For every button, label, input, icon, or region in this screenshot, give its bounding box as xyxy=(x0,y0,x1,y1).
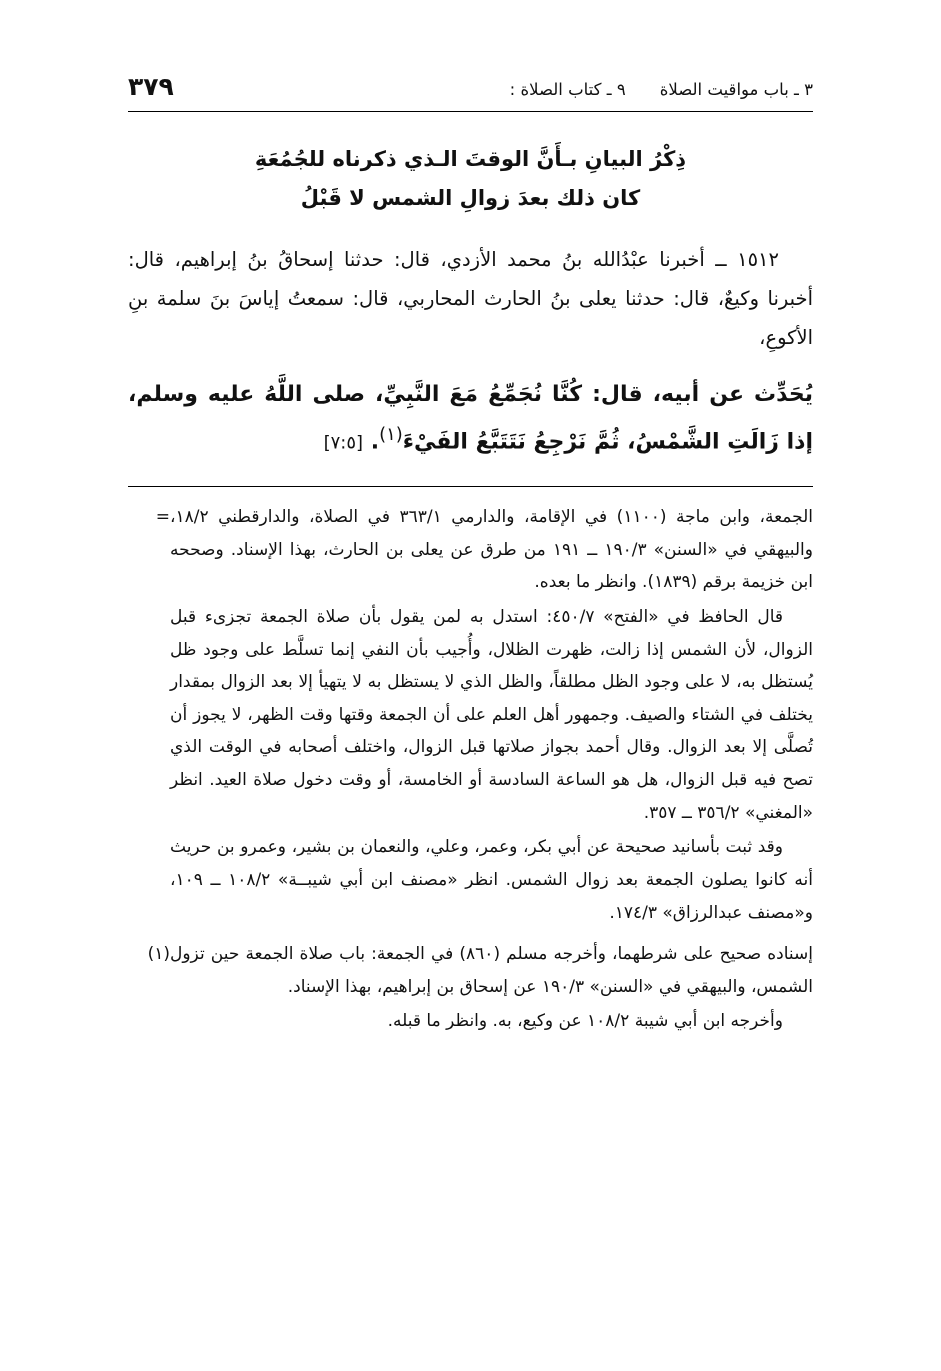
page-header xyxy=(128,72,813,101)
section-title xyxy=(128,140,813,218)
footnote-marker: (١) xyxy=(147,944,170,965)
hadith-reference: [٧:٥] xyxy=(323,432,364,454)
footnote-paragraph: وأخرجه ابن أبي شيبة ١٠٨/٢ عن وكيع، به. وانظر ما قبله. xyxy=(387,1011,783,1032)
footnote-marker: = xyxy=(155,507,170,528)
section-title-line-2: كان ذلك بعدَ زوالِ الشمس لا قَبْلُ xyxy=(300,185,641,210)
running-head xyxy=(510,80,813,99)
matn-punctuation: . xyxy=(370,429,380,455)
hadith-matn xyxy=(128,373,813,464)
section-title-line-1: ذِكْرُ البيانِ بـأَنَّ الوقتَ الـذي ذكرناه للجُمُعَةِ xyxy=(254,147,687,171)
footnote-paragraph: إسناده صحيح على شرطهما، وأخرجه مسلم (٨٦٠) في الجمعة: باب صلاة الجمعة حين تزول الشمس، والبيهقي في «السنن» ١٩٠/٣ عن إسحاق بن إبراهيم، بهذا الإسناد. xyxy=(170,944,813,997)
footnote-1 xyxy=(128,938,813,1038)
hadith-isnad: ١٥١٢ ــ أخبرنا عبْدُالله بنُ محمد الأزدي، قال: حدثنا إسحاقُ بنُ إبراهيم، قال: أخبرنا وكيعٌ، قال: حدثنا يعلى بنُ الحارث المحاربي، قال: سمعتُ إياسَ بنَ سلمة بنِ الأكوعِ، xyxy=(128,247,813,349)
footnote-continued xyxy=(128,501,813,929)
footnote-divider xyxy=(128,486,813,487)
footnote-text xyxy=(170,501,813,929)
page-number: ٣٧٩ xyxy=(128,72,174,101)
header-divider xyxy=(128,111,813,112)
running-head-chapter: ٣ ـ باب مواقيت الصلاة xyxy=(659,80,813,99)
footnote-ref-1: (١) xyxy=(379,423,403,445)
footnote-paragraph: وقد ثبت بأسانيد صحيحة عن أبي بكر، وعمر، وعلي، والنعمان بن بشير، وعمرو بن حريث أنه كانوا يصلون الجمعة بعد زوال الشمس. انظر «مصنف ابن أبي شيبــة» ١٠٨/٢ ــ ١٠٩، و«مصنف عبدالرزاق» ١٧٤/٣. xyxy=(170,837,813,923)
hadith-matn-text: يُحَدِّث عن أبيه، قال: كُنَّا نُجَمِّعُ مَعَ النَّبِيِّ، صلى اللَّهُ عليه وسلم، إذا زَالَتِ الشَّمْسُ، ثُمَّ نَرْجِعُ نَتَتَبَّعُ الفَيْءَ xyxy=(128,381,813,455)
footnote-paragraph: الجمعة، وابن ماجة (١١٠٠) في الإقامة، والدارمي ٣٦٣/١ في الصلاة، والدارقطني ١٨/٢، والبيهقي في «السنن» ١٩٠/٣ ــ ١٩١ من طرق عن يعلى بن الحارث، بهذا الإسناد. وصححه ابن خزيمة برقم (١٨٣٩). وانظر ما بعده. xyxy=(170,507,814,593)
footnotes xyxy=(128,501,813,1038)
page-content xyxy=(128,72,813,1047)
hadith-body xyxy=(128,240,813,464)
footnote-text xyxy=(170,938,813,1038)
running-head-book: ٩ ـ كتاب الصلاة : xyxy=(509,80,626,99)
footnote-paragraph: قال الحافظ في «الفتح» ٤٥٠/٧: استدل به لمن يقول بأن صلاة الجمعة تجزىء قبل الزوال، لأن الشمس إذا زالت، ظهرت الظلال، وأُجيب بأن النفي إنما تسلَّط على وجود ظل يُستظل به، لا على وجود الظل مطلقاً، والظل الذي لا يستظل به لا يتهيأ إلا بعد الزوال بمقدار يختلف في الشتاء والصيف. وجمهور أهل العلم على أن الجمعة وقتها وقت الظهر، لا يجوز أن تُصلَّى إلا بعد الزوال. وقال أحمد بجواز صلاتها قبل الزوال، واختلف أصحابه في الوقت الذي تصح فيه قبل الزوال، هل هو الساعة السادسة أو الخامسة، أو وقت دخول صلاة العيد. انظر «المغني» ٣٥٦/٢ ــ ٣٥٧. xyxy=(170,606,813,823)
